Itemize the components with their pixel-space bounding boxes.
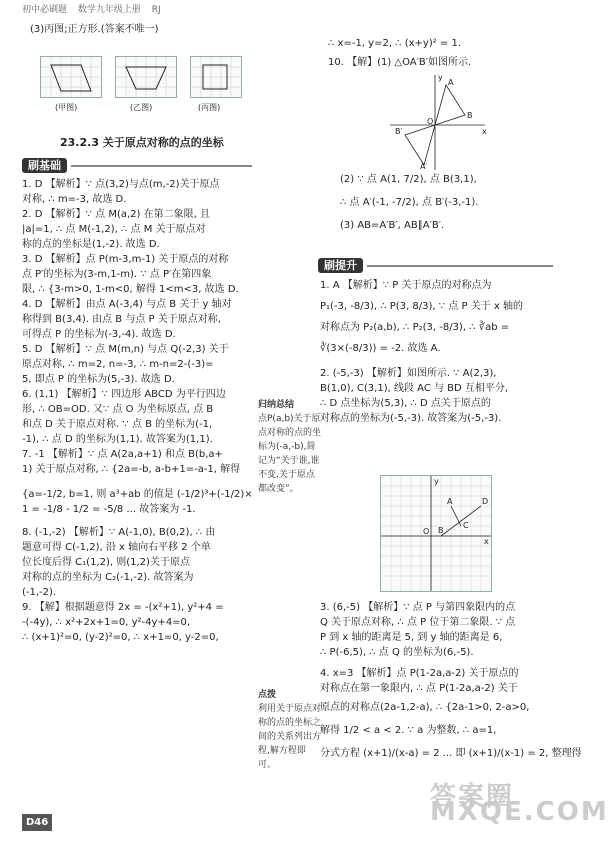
right-column-mid [340,172,555,233]
answer-line: P 到 x 轴的距离是 5, 到 y 轴的距离是 6, [320,632,503,643]
figure-bing [190,56,242,98]
answer-line: 原点的对称点(2a-1,2-a), ∴ {2a-1>0, 2-a>0, [320,702,530,713]
answer-line: 限, ∴ {3-m>0, 1-m<0, 解得 1<m<3, 故选 D. [22,284,239,295]
answer-line: 题意可得 C(-1,2), 沿 x 轴向右平移 2 个单 [22,542,211,553]
coordinate-graph-q10 [390,70,490,170]
edition: RJ [151,5,161,15]
label-y: y [434,477,439,486]
answer-line: ∴ D 点坐标为(5,3), ∴ D 点关于原点的 [320,398,491,409]
page-header [22,3,169,18]
answer-line: ∴ 点 A′(-1, -7/2), 点 B′(-3,-1). [340,197,479,208]
left-column-answers [22,177,258,645]
answer-line: 2. D 【解析】∵ 点 M(a,2) 在第二象限, 且 [22,209,210,220]
book-name: 初中必刷题 [22,5,68,15]
label-y: y [438,73,443,82]
label-x: x [484,537,489,546]
fig-caption-bing: (丙图) [198,103,221,112]
answer-line: (-1,-2). [22,587,57,598]
answer-line: 和点 D 关于原点对称. ∵ 点 B 的坐标为(-1, [22,419,213,430]
answer-line: 1. D 【解析】∵ 点(3,2)与点(m,-2)关于原点 [22,179,220,190]
side-note-title: 点拨 [258,690,277,700]
badge-up-bar [318,258,553,273]
answer-line: Q 关于原点对称, ∴ 点 P 位于第二象限. ∵ 点 [320,617,516,628]
answer-line: (2) ∵ 点 A(1, 7/2), 点 B(3,1), [340,174,477,185]
answer-line: 1. A 【解析】∵ P 关于原点的对称点为 [320,280,492,291]
answer-line: 1 = -1/8 - 1/2 = -5/8 ... 故答案为 -1. [22,504,196,515]
answer-line: 分式方程 (x+1)/(x-a) = 2 ... 即 (x+1)/(x-1) = 2, 整理得 [320,748,582,759]
triangle-oab [435,85,465,125]
answer-line: 对称点在第一象限内, ∴ 点 P(1-2a,a-2) 关于 [320,683,518,694]
right-column-up [320,278,555,426]
answer-line: 3. (6,-5) 【解析】∵ 点 P 与第四象限内的点 [320,602,516,613]
answer-line: 8. (-1,-2) 【解析】∵ A(-1,0), B(0,2), ∴ 由 [22,527,216,538]
divider [367,265,553,267]
grid-figure-svg [116,57,176,97]
answer-line: 1) 关于原点对称, ∴ {2a=-b, a-b+1=-a-1, 解得 [22,464,241,475]
answer-line: 6. (1,1) 【解析】∵ 四边形 ABCD 为平行四边 [22,389,226,400]
answer-line: 4. x=3 【解析】点 P(1-2a,a-2) 关于原点的 [320,668,519,679]
answer-line: 5. D 【解析】∵ 点 M(m,n) 与点 Q(-2,3) 关于 [22,344,229,355]
grid-figure-svg [41,57,101,97]
label-a: A [448,78,454,87]
side-note-title: 归纳总结 [258,400,295,410]
figure-jia [40,56,102,98]
right-column-bottom [320,600,582,761]
answer-line: 对称, ∴ m=-3, 故选 D. [22,194,127,205]
answer-line: 7. -1 【解析】∵ 点 A(2a,a+1) 和点 B(b,a+ [22,449,223,460]
answer-line: ∴ x=-1, y=2, ∴ (x+y)² = 1. [328,38,462,49]
section-title: 23.2.3 关于原点对称的点的坐标 [60,136,224,149]
answer-line: 2. (-5,-3) 【解析】如图所示. ∵ A(2,3), [320,368,497,379]
page-number: D46 [22,814,52,831]
answer-line: B(1,0), C(3,1), 线段 AC 与 BD 互相平分, [320,383,509,394]
q2-graph-svg [381,476,491,591]
label-b-prime: B′ [395,127,403,136]
subject-name: 数学九年级上册 [77,5,141,15]
label-a-prime: A′ [420,162,428,171]
label-o: O [427,117,434,126]
side-note-summary [258,398,322,496]
answer-line: 10. 【解】(1) △OA′B′如图所示. [328,57,472,68]
side-note-body: 点P(a,b)关于原点对称的点的坐标为(-a,-b),简记为“关于谁,谁不变,关于原点都改变”。 [258,414,322,494]
answer-line: 位长度后得 C₁(1,2), 则(1,2)关于原点 [22,557,190,568]
side-note-tip [258,688,322,772]
answer-line: ∴ (x+1)²=0, (y-2)²=0, ∴ x+1=0, y-2=0, [22,632,219,643]
q10-graph-svg [390,70,490,170]
label-a: A [447,497,453,506]
answer-line: 称得到 B(3,4). 由点 B 与点 P 关于原点对称, [22,314,221,325]
answer-line: 3. D 【解析】点 P(m-3,m-1) 关于原点的对称 [22,254,229,265]
label-b: B [467,111,473,120]
answer-line: {a=-1/2, b=1, 则 a³+ab 的值是 (-1/2)³+(-1/2)× [22,489,253,500]
fig-caption-yi: (乙图) [130,103,153,112]
answer-line: 原点对称, ∴ m=2, n=-3, ∴ m-n=2-(-3)= [22,359,214,370]
right-column-top [328,36,553,70]
answer-line: ∛(3×(-8/3)) = -2. 故选 A. [320,343,441,354]
badge-up: 刷提升 [318,258,363,273]
triangle-oa2b2 [405,125,435,165]
answer-line: P₁(-3, -8/3), ∴ P(3, 8/3), ∵ 点 P 关于 x 轴的 [320,301,523,312]
fig-caption-jia: (甲图) [55,103,78,112]
coordinate-grid-q2 [380,475,492,592]
label-c: C [463,521,469,530]
answer-line: 4. D 【解析】由点 A(-3,4) 与点 B 关于 y 轴对 [22,299,232,310]
side-note-body: 利用关于原点对称的点的坐标之间的关系列出方程,解方程即可。 [258,704,322,770]
answer-line: 解得 1/2 < a < 2. ∵ a 为整数, ∴ a=1, [320,725,497,736]
answer-line: |a|=1, ∴ 点 M(-1,2), ∴ 点 M 关于原点对 [22,224,206,235]
badge-basic: 刷基础 [22,158,67,173]
grid-figure-svg [191,57,241,97]
figure-yi [115,56,177,98]
label-x: x [482,127,487,136]
answer-line: 5, 即点 P 的坐标为(5,-3). 故选 D. [22,374,175,385]
label-b: B [438,526,444,535]
answer-line: -(-4y), ∴ x²+2x+1=0, y²-4y+4=0, [22,617,191,628]
answer-line: -1), ∴ 点 D 的坐标为(1,1). 故答案为(1,1). [22,434,213,445]
answer-line: 对称点的坐标为(-5,-3). 故答案为(-5,-3). [320,413,502,424]
answer-line: 称的点的坐标是(1,-2). 故选 D. [22,239,160,250]
q3-answer-line: (3)丙图;正方形.(答案不唯一) [30,24,159,35]
divider [71,165,252,167]
answer-line: 点 P′的坐标为(3-m,1-m). ∵ 点 P′在第四象 [22,269,212,280]
answer-line: 对称的点的坐标为 C₂(-1,-2). 故答案为 [22,572,194,583]
label-o: O [423,527,430,536]
label-d: D [482,497,489,506]
answer-line: 9. 【解】根据题意得 2x = -(x²+1), y²+4 = [22,602,224,613]
answer-line: ∴ P(-6,5), ∴ 点 Q 的坐标为(6,-5). [320,647,474,658]
answer-line: 对称点为 P₂(a,b), ∴ P₂(3, -8/3), ∴ ∛ab = [320,322,510,333]
answer-line: (3) AB=A′B′, AB∥A′B′. [340,220,445,231]
answer-line: 可得点 P 的坐标为(-3,-4). 故选 D. [22,329,176,340]
answer-line: 形, ∴ OB=OD. 又∵ 点 O 为坐标原点, 点 B [22,404,214,415]
badge-basic-bar [22,158,252,173]
watermark: 答案圈 MXQE.COM [430,782,609,827]
